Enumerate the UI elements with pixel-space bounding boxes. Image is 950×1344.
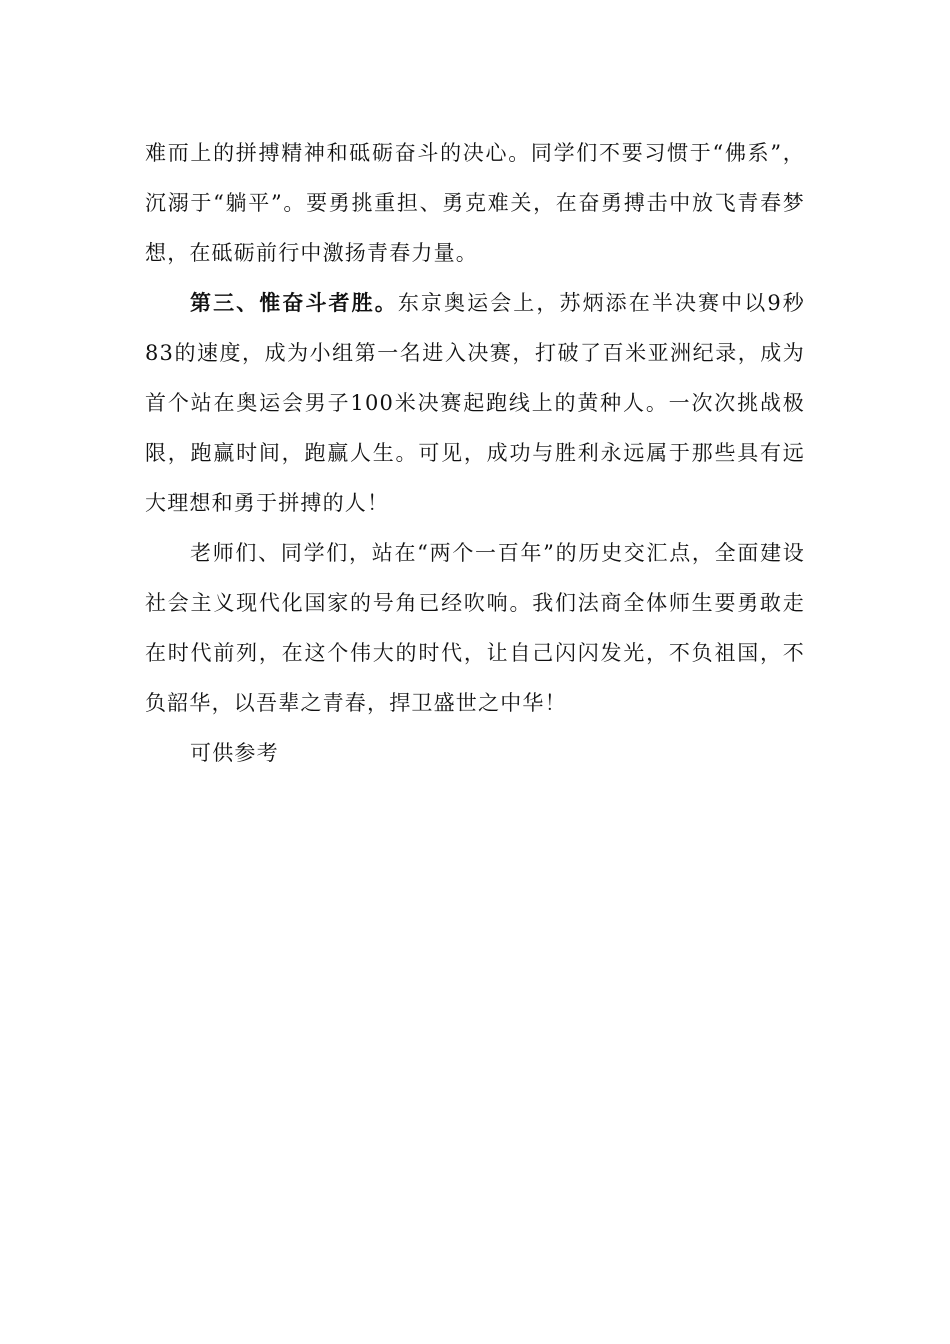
paragraph-text: 难而上的拼搏精神和砥砺奋斗的决心。同学们不要习惯于“佛系”，沉溺于“躺平”。要勇挑重担、勇克难关，在奋勇搏击中放飞青春梦想，在砥砺前行中激扬青春力量。 xyxy=(145,141,805,265)
paragraph-third-point xyxy=(145,278,805,528)
paragraph-text: 老师们、同学们，站在“两个一百年”的历史交汇点，全面建设社会主义现代化国家的号角已经吹响。我们法商全体师生要勇敢走在时代前列，在这个伟大的时代，让自己闪闪发光，不负祖国，不负韶华，以吾辈之青春，捍卫盛世之中华！ xyxy=(145,541,805,715)
paragraph-closing xyxy=(145,528,805,728)
paragraph-note xyxy=(145,728,805,778)
paragraph-lead-heading: 第三、惟奋斗者胜。 xyxy=(190,290,398,315)
paragraph-continuation xyxy=(145,128,805,278)
paragraph-text: 东京奥运会上，苏炳添在半决赛中以9秒83的速度，成为小组第一名进入决赛，打破了百米亚洲纪录，成为首个站在奥运会男子100米决赛起跑线上的黄种人。一次次挑战极限，跑赢时间，跑赢人生。可见，成功与胜利永远属于那些具有远大理想和勇于拼搏的人！ xyxy=(145,291,805,515)
paragraph-text: 可供参考 xyxy=(190,741,279,765)
document-body xyxy=(145,128,805,778)
